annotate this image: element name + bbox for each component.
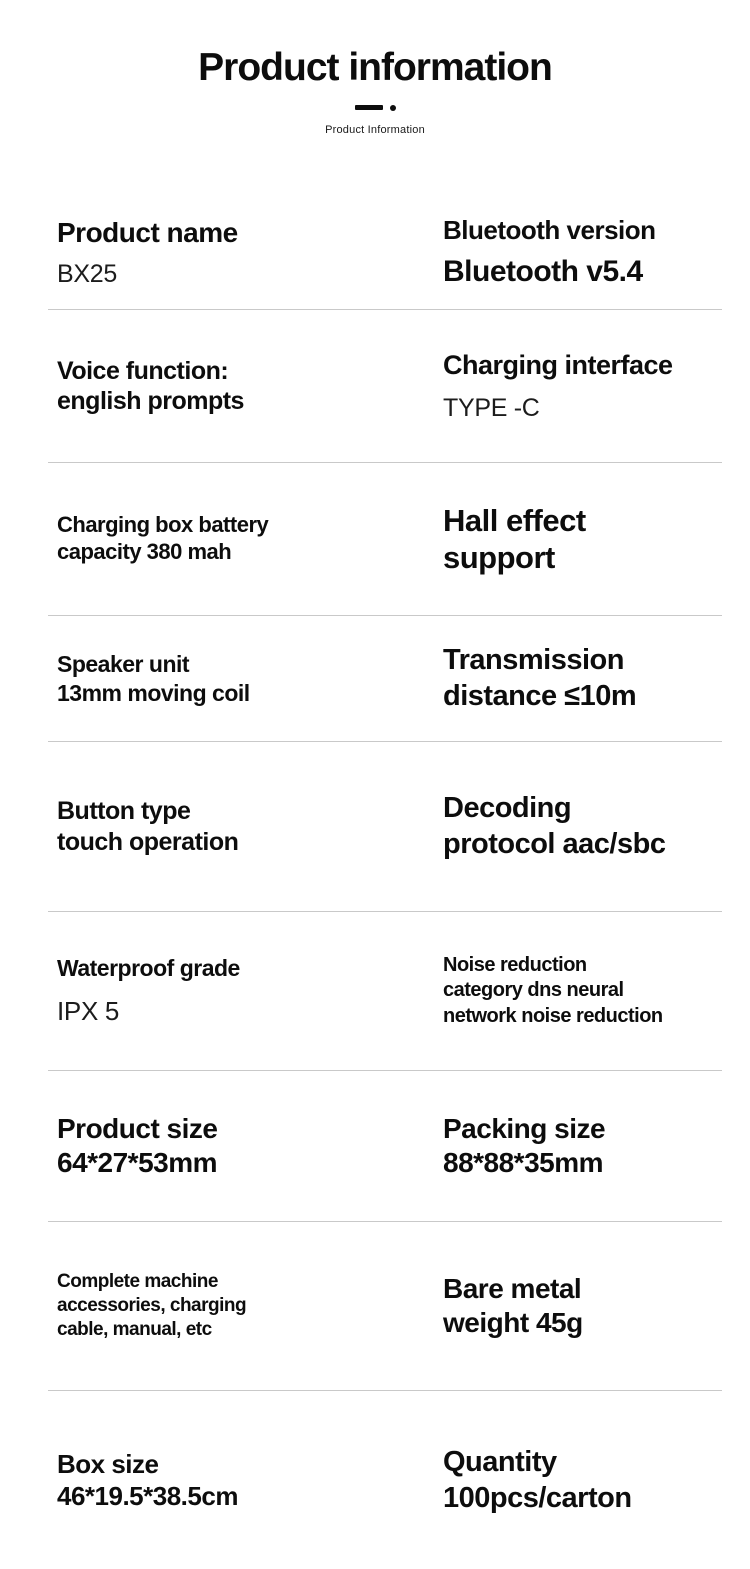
spec-value: 100pcs/carton <box>443 1481 632 1514</box>
spec-value: Decoding <box>443 792 572 825</box>
title-divider <box>0 104 750 111</box>
spec-row-product-name <box>48 196 722 310</box>
spec-label: category dns neural <box>443 979 624 1002</box>
dash-icon <box>355 105 383 110</box>
spec-label: Voice function: <box>57 356 229 385</box>
spec-value: 64*27*53mm <box>57 1147 218 1178</box>
spec-cell-right <box>443 643 722 714</box>
spec-row-waterproof-grade <box>48 912 722 1071</box>
spec-label: Complete machine <box>57 1270 218 1292</box>
spec-cell-right <box>443 791 722 862</box>
spec-label: cable, manual, etc <box>57 1319 212 1341</box>
page-subtitle: Product Information <box>325 124 425 136</box>
spec-value: protocol aac/sbc <box>443 827 666 860</box>
spec-label: network noise reduction <box>443 1004 663 1027</box>
spec-label: Product name <box>57 216 238 248</box>
spec-row-speaker-unit <box>48 616 722 742</box>
spec-row-accessories <box>48 1222 722 1391</box>
spec-label: accessories, charging <box>57 1294 247 1316</box>
spec-table <box>48 196 722 1569</box>
spec-cell-right <box>443 502 722 576</box>
spec-label: Charging box battery <box>57 512 269 538</box>
spec-value: Bluetooth v5.4 <box>443 254 643 288</box>
spec-value: TYPE -C <box>443 394 540 423</box>
spec-cell-right <box>443 348 722 425</box>
spec-row-button-type <box>48 742 722 912</box>
spec-value: 46*19.5*38.5cm <box>57 1480 238 1511</box>
page-title: Product information <box>198 46 552 89</box>
spec-value: weight 45g <box>443 1307 583 1338</box>
spec-value: 88*88*35mm <box>443 1147 604 1178</box>
spec-row-battery-capacity <box>48 463 722 616</box>
spec-label: Charging interface <box>443 349 673 380</box>
spec-label: capacity 380 mah <box>57 539 232 564</box>
spec-label: Bluetooth version <box>443 214 656 245</box>
spec-value: IPX 5 <box>57 996 120 1027</box>
spec-label: 13mm moving coil <box>57 679 250 706</box>
spec-label: Waterproof grade <box>57 954 240 981</box>
dot-icon <box>390 105 396 111</box>
spec-cell-left <box>48 796 443 857</box>
spec-value: distance ≤10m <box>443 679 637 712</box>
spec-cell-right <box>443 953 722 1030</box>
spec-cell-left <box>48 1112 443 1180</box>
spec-row-box-size <box>48 1391 722 1569</box>
spec-cell-right <box>443 1272 722 1340</box>
spec-value: BX25 <box>57 260 117 289</box>
spec-row-voice-function <box>48 310 722 463</box>
spec-label: touch operation <box>57 827 239 856</box>
spec-value: support <box>443 540 555 575</box>
spec-label: Speaker unit <box>57 651 190 678</box>
spec-label: Quantity <box>443 1446 557 1479</box>
spec-label: Bare metal <box>443 1272 582 1304</box>
spec-cell-right <box>443 1112 722 1180</box>
spec-cell-left <box>48 650 443 706</box>
spec-cell-left <box>48 215 443 291</box>
spec-value: Transmission <box>443 644 624 677</box>
spec-label: Box size <box>57 1448 159 1479</box>
spec-label: Product size <box>57 1112 218 1144</box>
spec-row-product-size <box>48 1071 722 1222</box>
spec-cell-left <box>48 1270 443 1343</box>
page-header <box>0 0 750 137</box>
spec-cell-left <box>48 954 443 1029</box>
spec-value: Hall effect <box>443 502 586 538</box>
spec-cell-right <box>443 1445 722 1516</box>
spec-cell-left <box>48 512 443 566</box>
spec-cell-left <box>48 1449 443 1512</box>
spec-label: Packing size <box>443 1112 606 1144</box>
spec-label: Noise reduction <box>443 953 587 976</box>
spec-label: Button type <box>57 797 191 825</box>
spec-label: english prompts <box>57 387 244 415</box>
spec-cell-right <box>443 214 722 292</box>
spec-cell-left <box>48 356 443 417</box>
